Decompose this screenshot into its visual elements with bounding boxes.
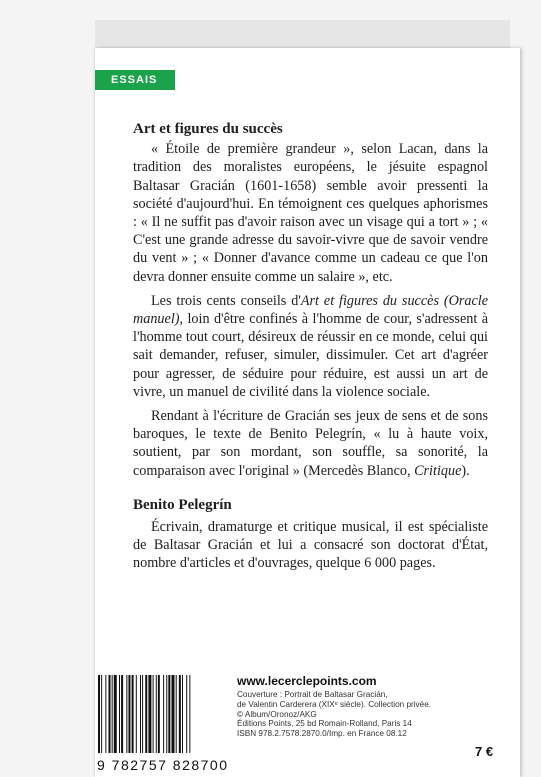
publisher-url: www.lecerclepoints.com [237,674,377,688]
book-title: Art et figures du succès [133,121,283,137]
blurb [133,120,488,579]
credits [237,690,467,739]
price: 7 € [475,744,494,759]
book-title-italic: Art et figures du succès (Oracle manuel) [133,292,488,328]
paragraph-intro: « Étoile de première grandeur », selon Lacan, dans la tradition des moralistes européens, le jésuite espagnol Baltasar Gracián (1601-1658) semble avoir pressenti la société d'aujourd'hui. En témoignent ces quelques aphorismes : « Il ne suffit pas d'avoir raison avec un visage qui a tort » ; « C'est une grande adresse du savoir-vivre que de savoir vendre du vent » ; « Donner d'avance comme un cadeau ce que l'on devra donner ensuite comme un salaire », etc. [133,141,488,285]
critique-italic: Critique [414,462,462,479]
paragraph-translation: Rendant à l'écriture de Gracián ses jeux de sens et de sons baroques, le texte de Benito Pelegrín, « lu à haute voix, soutient, par son mordant, son souffle, sa sonorité, la comparaison avec l'original » (Mercedès Blanco, Critique). [133,408,488,479]
credit-line: ISBN 978.2.7578.2870.0/Imp. en France 08.12 [237,729,407,739]
series-label: ESSAIS [95,70,175,90]
author-name: Benito Pelegrín [133,496,232,513]
author-bio: Écrivain, dramaturge et critique musical, il est spécialiste de Baltasar Gracián et lui a consacré son doctorat d'État, nombre d'articles et d'ouvrages, quelque 6 000 pages. [133,519,488,572]
barcode-icon [95,673,227,755]
book-back-cover [95,48,520,777]
credit-line: Couverture : Portrait de Baltasar Gracián, [237,690,388,699]
barcode-number: 9 782757 828700 [97,757,229,773]
credit-line: Éditions Points, 25 bd Romain-Rolland, Paris 14 [237,719,412,729]
paragraph-conseils: Les trois cents conseils d'Art et figures du succès (Oracle manuel), loin d'être confinés à l'homme de cour, s'adressent à l'homme tout court, désireux de réussir en ce monde, celui qui sait demander, refuser, simuler, dissimuler. Cet art d'agréer pour agresser, de séduire pour réduire, est aussi un art de vivre, un manuel de civilité dans la violence sociale. [133,292,488,400]
scanner-shadow [95,20,510,51]
credit-line: de Valentin Carderera (XIXᵉ siècle). Collection privée. [237,699,432,709]
credit-line: © Album/Oronoz/AKG [237,709,317,719]
